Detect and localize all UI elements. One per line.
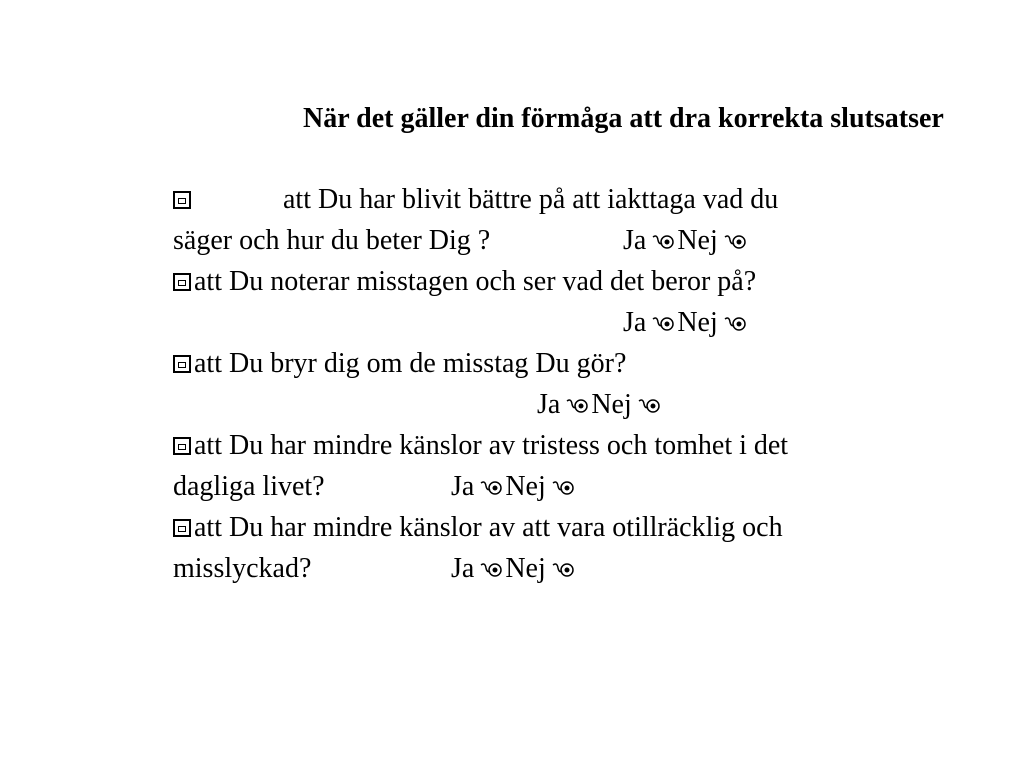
question-3-line-1 <box>173 343 933 384</box>
question-3-line-2 <box>173 384 933 425</box>
question-5-line-2 <box>173 548 933 589</box>
no-checkbox-icon[interactable] <box>552 477 574 497</box>
answer-row-1 <box>623 220 749 261</box>
question-1-line-1 <box>173 179 933 220</box>
answer-row-3 <box>537 384 663 425</box>
no-checkbox-icon[interactable] <box>724 313 746 333</box>
question-5-text: att Du har mindre känslor av att vara otillräcklig och <box>194 512 783 543</box>
yes-checkbox-icon[interactable] <box>480 477 502 497</box>
yes-label: Ja <box>451 471 475 502</box>
no-checkbox-icon[interactable] <box>638 395 660 415</box>
yes-label: Ja <box>623 225 647 256</box>
yes-checkbox-icon[interactable] <box>480 559 502 579</box>
disk-bullet-icon <box>173 191 191 209</box>
yes-label: Ja <box>537 389 561 420</box>
no-label: Nej <box>591 389 632 420</box>
yes-checkbox-icon[interactable] <box>652 313 674 333</box>
question-5-line-1 <box>173 507 953 548</box>
slide-heading: När det gäller din förmåga att dra korrekta slutsatser <box>303 103 944 134</box>
question-2-line-2 <box>173 302 933 343</box>
answer-row-2 <box>623 302 749 343</box>
yes-label: Ja <box>623 307 647 338</box>
question-5-text-continued: misslyckad? <box>173 553 312 584</box>
question-1-line-2 <box>173 220 933 261</box>
disk-bullet-icon <box>173 437 191 455</box>
question-2-line-1 <box>173 261 933 302</box>
question-1-text-continued: säger och hur du beter Dig ? <box>173 225 491 256</box>
answer-row-4 <box>451 466 577 507</box>
no-checkbox-icon[interactable] <box>552 559 574 579</box>
question-4-line-2 <box>173 466 933 507</box>
yes-checkbox-icon[interactable] <box>652 231 674 251</box>
no-label: Nej <box>677 307 718 338</box>
disk-bullet-icon <box>173 355 191 373</box>
no-label: Nej <box>677 225 718 256</box>
question-4-text: att Du har mindre känslor av tristess och tomhet i det <box>194 430 789 461</box>
question-4-line-1 <box>173 425 953 466</box>
answer-row-5 <box>451 548 577 589</box>
question-2-text: att Du noterar misstagen och ser vad det beror på? <box>194 266 757 297</box>
question-4-text-continued: dagliga livet? <box>173 471 325 502</box>
question-1-text: att Du har blivit bättre på att iakttaga vad du <box>283 184 779 215</box>
question-3-text: att Du bryr dig om de misstag Du gör? <box>194 348 627 379</box>
yes-label: Ja <box>451 553 475 584</box>
yes-checkbox-icon[interactable] <box>566 395 588 415</box>
no-label: Nej <box>505 553 546 584</box>
disk-bullet-icon <box>173 273 191 291</box>
disk-bullet-icon <box>173 519 191 537</box>
no-label: Nej <box>505 471 546 502</box>
no-checkbox-icon[interactable] <box>724 231 746 251</box>
